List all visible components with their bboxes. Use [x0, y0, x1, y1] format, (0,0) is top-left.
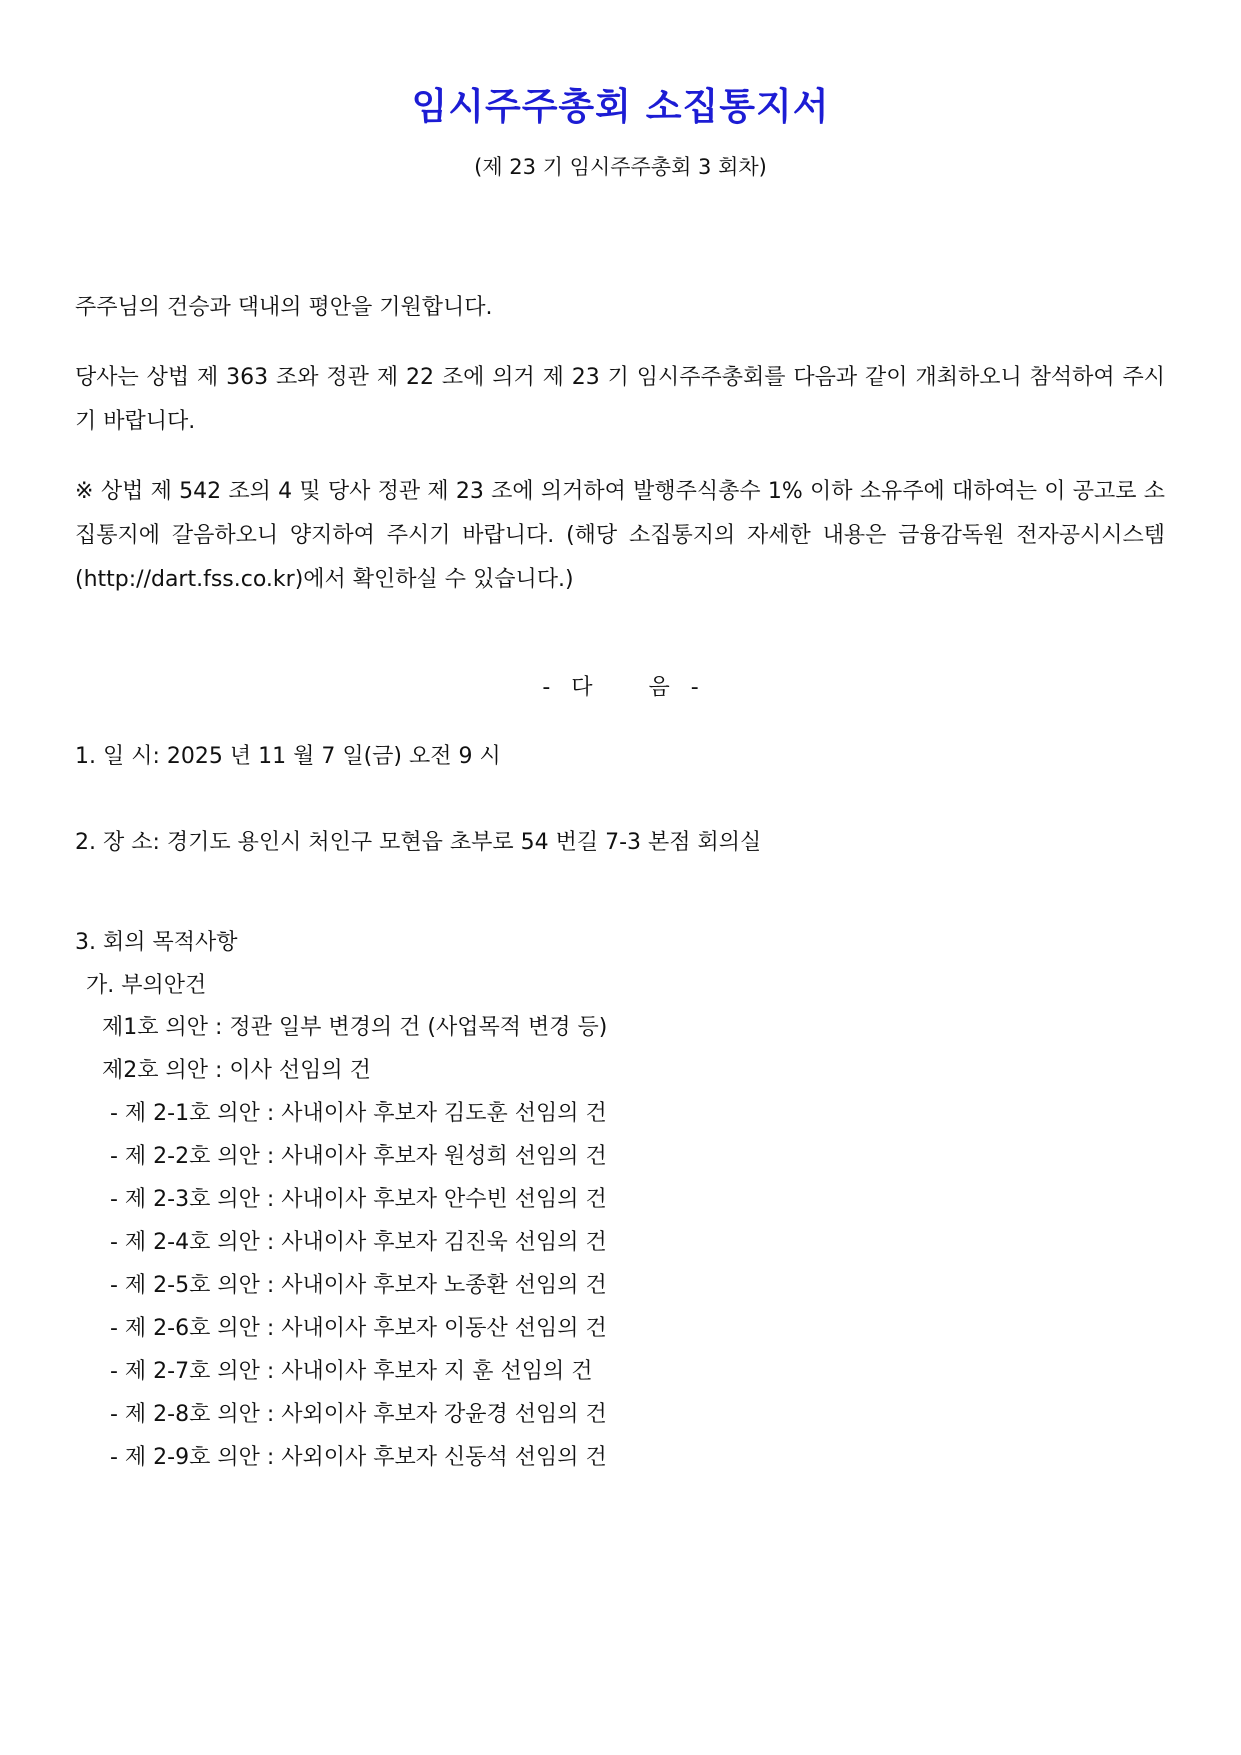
following-header: - 다 음 - [542, 675, 699, 700]
meeting-date: 1. 일 시: 2025 년 11 월 7 일(금) 오전 9 시 [75, 744, 501, 769]
agenda-item: - 제 2-1호 의안 : 사내이사 후보자 김도훈 선임의 건 [110, 1101, 607, 1126]
agenda-item: 제2호 의안 : 이사 선임의 건 [102, 1058, 371, 1083]
agenda-item: - 제 2-3호 의안 : 사내이사 후보자 안수빈 선임의 건 [110, 1187, 607, 1212]
agenda-item: - 제 2-6호 의안 : 사내이사 후보자 이동산 선임의 건 [110, 1316, 607, 1341]
agenda-item: - 제 2-7호 의안 : 사내이사 후보자 지 훈 선임의 건 [110, 1359, 593, 1384]
greeting-text: 주주님의 건승과 댁내의 평안을 기원합니다. [75, 295, 493, 320]
intro-paragraph: 당사는 상법 제 363 조와 정관 제 22 조에 의거 제 23 기 임시주주총회를 다음과 같이 개최하오니 참석하여 주시기 바랍니다. [75, 365, 1165, 434]
document-title: 임시주주총회 소집통지서 [411, 85, 830, 128]
agenda-item: - 제 2-2호 의안 : 사내이사 후보자 원성희 선임의 건 [110, 1144, 607, 1169]
agenda-item: - 제 2-8호 의안 : 사외이사 후보자 강윤경 선임의 건 [110, 1402, 607, 1427]
agenda-item: - 제 2-5호 의안 : 사내이사 후보자 노종환 선임의 건 [110, 1273, 607, 1298]
notice-paragraph: ※ 상법 제 542 조의 4 및 당사 정관 제 23 조에 의거하여 발행주식총수 1% 이하 소유주에 대하여는 이 공고로 소집통지에 갈음하오니 양지하여 주시기 바랍니다. (해당 소집통지의 자세한 내용은 금융감독원 전자공시시스템(http://dart.fss.co.kr)에서 확인하실 수 있습니다.) [75, 479, 1165, 592]
agenda-title: 3. 회의 목적사항 [75, 930, 238, 955]
document-subtitle: (제 23 기 임시주주총회 3 회차) [474, 155, 767, 179]
agenda-item: - 제 2-9호 의안 : 사외이사 후보자 신동석 선임의 건 [110, 1445, 607, 1470]
meeting-place: 2. 장 소: 경기도 용인시 처인구 모현읍 초부로 54 번길 7-3 본점 회의실 [75, 830, 762, 855]
agenda-item: 제1호 의안 : 정관 일부 변경의 건 (사업목적 변경 등) [102, 1015, 608, 1040]
agenda-item: - 제 2-4호 의안 : 사내이사 후보자 김진욱 선임의 건 [110, 1230, 607, 1255]
agenda-subtitle: 가. 부의안건 [86, 973, 207, 998]
